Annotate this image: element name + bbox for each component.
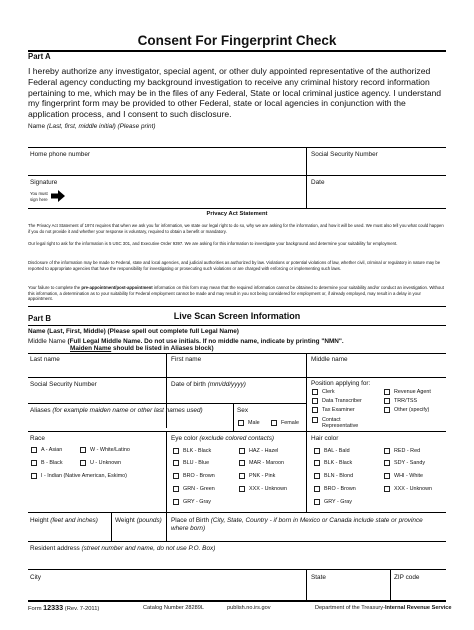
first-name-input[interactable] (168, 364, 306, 376)
eye-option-xxx[interactable] (239, 486, 287, 492)
race-label: Race (30, 435, 45, 442)
zip-input[interactable] (392, 584, 446, 599)
checkbox[interactable] (173, 486, 179, 492)
checkbox[interactable] (31, 473, 37, 479)
race-text: I - Indian (Native American, Eskimo) (41, 473, 127, 479)
checkbox[interactable] (239, 460, 245, 466)
footer-form-label: Form (28, 606, 42, 612)
ssn-b-label: Social Security Number (30, 381, 97, 388)
date-label: Date (311, 179, 325, 186)
eye-text: MAR - Maroon (249, 460, 285, 466)
eye-text: BLU - Blue (183, 460, 210, 466)
checkbox[interactable] (314, 499, 320, 505)
rule (28, 512, 446, 513)
rule (233, 403, 234, 431)
pob-input[interactable] (168, 533, 446, 541)
last-name-label: Last name (30, 356, 60, 363)
race-option-black[interactable] (31, 460, 63, 466)
aliases-label: Aliases (30, 407, 51, 414)
hair-text: SDY - Sandy (394, 460, 426, 466)
eye-text: HAZ - Hazel (249, 448, 279, 454)
rule (28, 377, 446, 378)
checkbox[interactable] (312, 407, 318, 413)
eye-option-pnk[interactable] (239, 473, 275, 479)
rule (28, 353, 446, 354)
privacy-para-4-bold: pre-appointment/post-appointment (81, 285, 153, 290)
maiden-bold: Maiden Name (70, 345, 112, 352)
eye-text: GRN - Green (183, 486, 215, 492)
race-text: A - Asian (41, 447, 63, 453)
eye-text: XXX - Unknown (249, 486, 288, 492)
height-input[interactable] (28, 527, 110, 540)
checkbox[interactable] (239, 448, 245, 454)
position-text: Clerk (322, 389, 335, 395)
name-instruction: Name (Last, First, Middle) (Please spell out complete full Legal Name) (28, 328, 239, 335)
checkbox[interactable] (173, 448, 179, 454)
checkbox[interactable] (384, 448, 390, 454)
checkbox[interactable] (271, 420, 277, 426)
checkbox[interactable] (173, 460, 179, 466)
checkbox[interactable] (239, 473, 245, 479)
eye-text: BLK - Black (183, 448, 212, 454)
maiden-name-instruction (70, 345, 214, 353)
rule (28, 600, 446, 602)
position-option-contact-representative[interactable] (312, 417, 364, 430)
aliases-hint: (for example maiden name or other last names used) (52, 407, 203, 414)
rule (28, 306, 446, 307)
signature-input[interactable] (70, 186, 304, 206)
hair-option-bro[interactable] (314, 486, 356, 492)
position-label: Position applying for: (311, 380, 371, 387)
rule (28, 325, 446, 326)
eye-option-blk[interactable] (173, 448, 211, 454)
sex-option-female[interactable] (271, 420, 299, 426)
rule (28, 431, 446, 432)
hair-option-bln[interactable] (314, 473, 353, 479)
checkbox[interactable] (31, 447, 37, 453)
race-option-indian[interactable] (31, 473, 127, 479)
eye-text: BRO - Brown (183, 473, 215, 479)
residence-label: Resident address (30, 545, 80, 552)
name-hint: (Last, first, middle initial) (Please print) (46, 123, 156, 130)
rule (306, 431, 307, 512)
must-sign-line2: sign here (30, 196, 48, 202)
eye-field-label (171, 435, 274, 443)
weight-hint: (pounds) (136, 517, 162, 524)
live-scan-heading: Live Scan Screen Information (173, 311, 301, 321)
privacy-heading: Privacy Act Statement (206, 211, 268, 217)
checkbox[interactable] (239, 486, 245, 492)
position-option-tax-examiner[interactable] (312, 407, 355, 413)
signature-label: Signature (30, 179, 58, 186)
aliases-field-label (30, 407, 203, 415)
privacy-para-2: Our legal right to ask for the information is 5 USC 301, and Executive Order 9397. We are asking for this information to investigate your background and determine your suitability for employment. (28, 241, 398, 246)
race-option-asian[interactable] (31, 447, 62, 453)
weight-field-label (115, 517, 162, 525)
hair-text: BLN - Blond (324, 473, 354, 479)
sex-text: Male (248, 420, 260, 426)
pob-label: Place of Birth (171, 517, 210, 524)
position-text: Contact Representative (322, 417, 359, 430)
last-name-input[interactable] (28, 364, 166, 376)
eye-hint: (exclude colored contacts) (199, 435, 275, 442)
checkbox[interactable] (173, 499, 179, 505)
checkbox[interactable] (312, 398, 318, 404)
dob-hint: (mm/dd/yyyy) (207, 381, 246, 388)
position-text: TRR/TSS (394, 398, 418, 404)
part-b-label: Part B (28, 314, 51, 323)
name-label: Name (28, 123, 46, 130)
checkbox[interactable] (238, 420, 244, 426)
name-input[interactable] (28, 132, 446, 146)
race-text: B - Black (41, 460, 63, 466)
checkbox[interactable] (312, 417, 318, 423)
footer-irs-text: Internal Revenue Service (384, 605, 452, 611)
rule (166, 512, 167, 541)
maiden-rest: should be listed in Aliases block) (111, 345, 214, 352)
hair-option-blk[interactable] (314, 460, 352, 466)
checkbox[interactable] (384, 486, 390, 492)
hair-text: XXX - Unknown (394, 486, 433, 492)
rule (28, 403, 306, 404)
height-hint: (feet and inches) (50, 517, 98, 524)
form-title: Consent For Fingerprint Check (137, 33, 337, 48)
checkbox[interactable] (314, 448, 320, 454)
privacy-para-4-pre: Your failure to complete the (28, 285, 82, 290)
name-field-label (28, 123, 156, 131)
position-text: Other (specify) (394, 407, 430, 413)
hair-text: GRY - Gray (324, 499, 352, 505)
hair-option-whi[interactable] (384, 473, 423, 479)
arrow-right-icon (51, 190, 65, 202)
residence-hint: (street number and name, do not use P.O. Box) (81, 545, 216, 552)
eye-text: GRY - Gray (183, 499, 211, 505)
residence-field-label (30, 545, 215, 553)
privacy-para-4 (28, 285, 446, 302)
authorization-text: I hereby authorize any investigator, special agent, or other duly appointed representative of the authorized Federal agency conducting my background investigation to receive any criminal history record information pertaining to me, which may be in the files of any Federal, State or local criminal justice agency. I understand my fingerprint form may be provided to other Federal, state or local agencies in conjunction with the application process, and I consent to such disclosure. (28, 66, 442, 120)
checkbox[interactable] (312, 389, 318, 395)
home-phone-input[interactable] (28, 160, 306, 174)
ssn-input[interactable] (308, 160, 446, 174)
race-option-white[interactable] (80, 447, 130, 453)
eye-option-blu[interactable] (173, 460, 209, 466)
race-text: W - White/Latino (90, 447, 130, 453)
hair-text: RED - Red (394, 448, 421, 454)
ssn-b-input[interactable] (28, 390, 166, 402)
position-option-revenue-agent[interactable] (384, 389, 431, 395)
checkbox[interactable] (80, 447, 86, 453)
race-text: U - Unknown (90, 460, 122, 466)
position-text: Data Transcriber (322, 398, 362, 404)
hair-option-gry[interactable] (314, 499, 352, 505)
privacy-para-1: The Privacy Act Statement of 1974 requires that when we ask you for information, we state our legal right to do so, why we are asking for the information, and how it will be used. We must also tell you what could happen if you do not provide it and whether your response is voluntary, required to obtain a benefit or mandatory. (28, 223, 444, 234)
rule (28, 175, 446, 176)
dob-field-label (171, 381, 246, 389)
state-label: State (311, 574, 326, 581)
must-sign-line1: You must (30, 191, 48, 196)
rule (28, 569, 446, 570)
state-input[interactable] (308, 584, 389, 599)
rule (28, 541, 446, 542)
rule (28, 147, 446, 148)
footer-rev: (Rev. 7-2011) (64, 606, 100, 612)
race-option-unknown[interactable] (80, 460, 121, 466)
middle-instr-bold: (Full Legal Middle Name. Do not use initials. If no middle name, indicate by printing "NMN". (67, 338, 344, 345)
footer-catalog: Catalog Number 28289L (143, 605, 204, 611)
checkbox[interactable] (384, 473, 390, 479)
aliases-input[interactable] (28, 416, 232, 428)
checkbox[interactable] (384, 407, 390, 413)
residence-input[interactable] (28, 554, 446, 568)
checkbox[interactable] (314, 486, 320, 492)
position-option-data-transcriber[interactable] (312, 398, 362, 404)
position-text: Revenue Agent (394, 389, 431, 395)
eye-option-mar[interactable] (239, 460, 284, 466)
pob-field-label (171, 517, 439, 532)
city-input[interactable] (28, 584, 305, 599)
height-label: Height (30, 517, 49, 524)
hair-label: Hair color (311, 435, 339, 442)
sex-option-male[interactable] (238, 420, 260, 426)
hair-text: BAL - Bald (324, 448, 350, 454)
eye-label: Eye color (171, 435, 198, 442)
position-option-clerk[interactable] (312, 389, 335, 395)
position-option-other[interactable] (384, 407, 429, 413)
weight-input[interactable] (113, 527, 165, 540)
zip-label: ZIP code (394, 574, 420, 581)
footer-form-number: 12333 (43, 603, 64, 612)
rule (306, 147, 307, 209)
eye-option-gry[interactable] (173, 499, 211, 505)
rule (111, 512, 112, 541)
rule (306, 353, 307, 431)
checkbox[interactable] (173, 473, 179, 479)
hair-text: WHI - White (394, 473, 424, 479)
checkbox[interactable] (384, 460, 390, 466)
checkbox[interactable] (80, 460, 86, 466)
footer-dept (315, 605, 452, 613)
home-phone-label: Home phone number (30, 151, 91, 158)
rule (28, 208, 446, 209)
checkbox[interactable] (314, 460, 320, 466)
rule (390, 569, 391, 600)
eye-option-bro[interactable] (173, 473, 215, 479)
eye-option-haz[interactable] (239, 448, 278, 454)
ssn-label: Social Security Number (311, 151, 378, 158)
first-name-label: First name (171, 356, 202, 363)
privacy-para-3: Disclosure of the information may be made to Federal, state and local agencies, and judicial authorities as authorized by law. Violations or potential violations of law, whether civil, criminal or regulatory in nature may be reported to appropriate agencies that have the responsibility for investigating or prosecuting such violations or are charged with enforcing or implementing such laws. (28, 260, 441, 271)
eye-text: PNK - Pink (249, 473, 276, 479)
sex-text: Female (281, 420, 299, 426)
footer-dept-text: Department of the Treasury- (315, 605, 385, 611)
checkbox[interactable] (314, 473, 320, 479)
middle-name-label: Middle name (311, 356, 348, 363)
privacy-para-4-post: information on this form may mean that the required information cannot be obtained to determine your suitability and/or conduct an investigation. Without this information, a determination as to your suitability for Federal employment cannot be made and may result in you not being considered for employment or, if already employed, may result in a delay in your appointment. (28, 285, 444, 302)
checkbox[interactable] (384, 389, 390, 395)
hair-option-sdy[interactable] (384, 460, 425, 466)
height-field-label (30, 517, 98, 525)
eye-option-grn[interactable] (173, 486, 215, 492)
rule (166, 431, 167, 512)
checkbox[interactable] (31, 460, 37, 466)
middle-name-input[interactable] (308, 364, 446, 376)
checkbox[interactable] (384, 398, 390, 404)
must-sign-note (30, 191, 48, 202)
position-option-trr-tss[interactable] (384, 398, 417, 404)
footer-form-id (28, 604, 99, 614)
dob-label: Date of birth (171, 381, 206, 388)
rule (306, 569, 307, 600)
hair-text: BLK - Black (324, 460, 353, 466)
middle-instr-pre: Middle Name (28, 338, 68, 345)
hair-text: BRO - Brown (324, 486, 356, 492)
pob-hint: (City, State, Country - if born in Mexico or Canada include state or province where born) (171, 517, 423, 532)
city-label: City (30, 574, 42, 581)
hair-option-red[interactable] (384, 448, 420, 454)
footer-site: publish.no.irs.gov (227, 605, 271, 611)
sex-label: Sex (237, 407, 249, 414)
hair-option-xxx[interactable] (384, 486, 432, 492)
date-input[interactable] (308, 188, 446, 206)
weight-label: Weight (115, 517, 135, 524)
part-a-label: Part A (28, 52, 51, 61)
hair-option-bal[interactable] (314, 448, 350, 454)
title-rule (28, 50, 446, 52)
position-text: Tax Examiner (322, 407, 355, 413)
dob-input[interactable] (168, 390, 306, 402)
